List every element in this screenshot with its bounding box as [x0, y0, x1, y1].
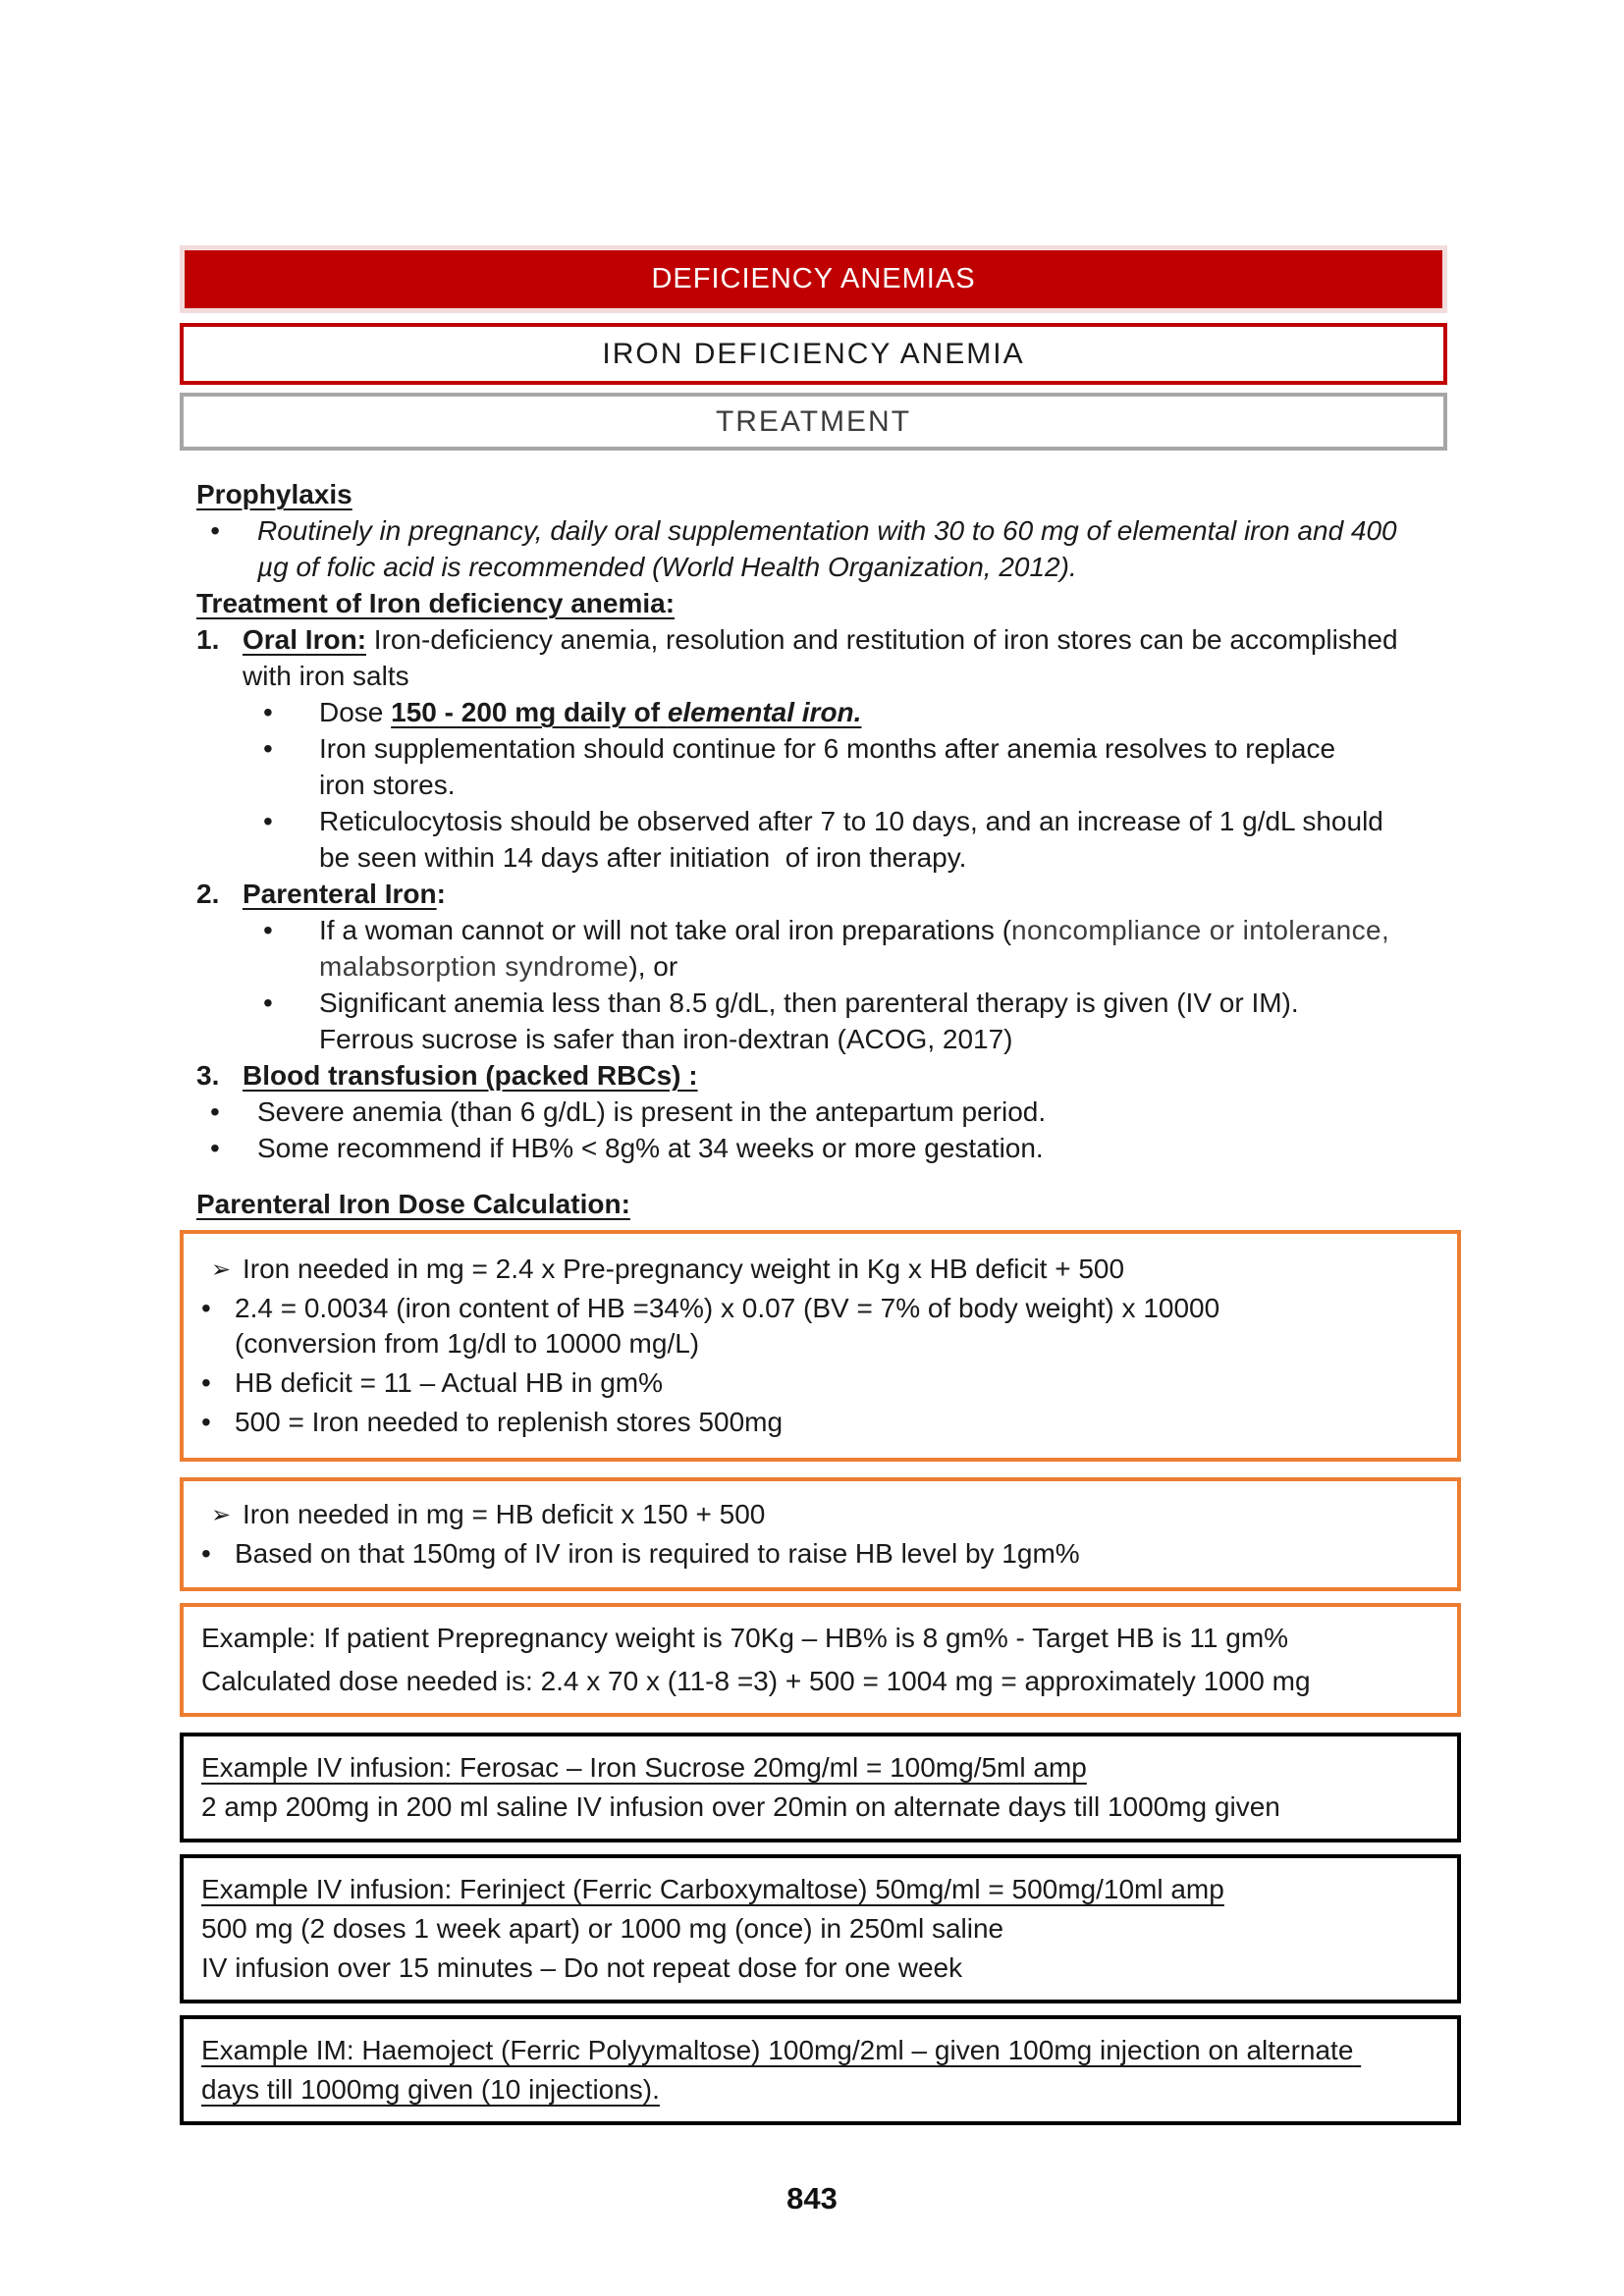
oral-iron-body: Iron-deficiency anemia, resolution and restitution of iron stores can be accomplished with iron salts: [243, 624, 1406, 691]
example-ferosac-title: Example IV infusion: Ferosac – Iron Sucrose 20mg/ml = 100mg/5ml amp: [201, 1752, 1087, 1783]
bullet-icon: •: [210, 1096, 220, 1127]
bullet-icon: •: [201, 1293, 211, 1323]
bullet-icon: •: [210, 1133, 220, 1163]
example-box-ferinject: [180, 1854, 1461, 2003]
numbered-item-text: [243, 876, 446, 912]
numbered-item-oral-iron: [196, 621, 1450, 694]
formula-bullet-text: 2.4 = 0.0034 (iron content of HB =34%) x 0.07 (BV = 7% of body weight) x 10000 (conversion from 1g/dl to 10000 mg/L): [235, 1293, 1227, 1359]
dose-example-line: Example: If patient Prepregnancy weight is 70Kg – HB% is 8 gm% - Target HB is 11 gm%: [201, 1623, 1289, 1653]
banner-deficiency-anemias-title: DEFICIENCY ANEMIAS: [651, 263, 976, 294]
dose-formula-box-2: [180, 1477, 1461, 1591]
formula-bullet-text: Based on that 150mg of IV iron is required to raise HB level by 1gm%: [235, 1538, 1080, 1569]
numbered-item-text: [243, 1057, 698, 1094]
example-ferinject-detail: 500 mg (2 doses 1 week apart) or 1000 mg (once) in 250ml saline: [201, 1913, 1004, 1944]
reticulocytosis-text: Reticulocytosis should be observed after 7 to 10 days, and an increase of 1 g/dL should be seen within 14 days after initiation of iron therapy.: [319, 806, 1391, 873]
sub-bullet-dose: [263, 694, 1450, 730]
dose-elemental-iron: elemental iron.: [667, 697, 862, 727]
formula-bullet-item: [201, 1405, 1439, 1440]
example-ferinject-detail: IV infusion over 15 minutes – Do not repeat dose for one week: [201, 1952, 963, 1983]
bullet-icon: •: [210, 515, 220, 546]
heading-prophylaxis: Prophylaxis: [196, 479, 352, 509]
noncompliance-alt: noncompliance or intolerance, malabsorption syndrome: [319, 915, 1398, 982]
formula-text: Iron needed in mg = HB deficit x 150 + 500: [243, 1499, 766, 1529]
example-box-haemoject: [180, 2015, 1461, 2125]
sub-bullet-significant-anemia: [263, 985, 1450, 1057]
blood-transfusion-label: Blood transfusion (packed RBCs) :: [243, 1060, 698, 1091]
heading-dose-calculation: Parenteral Iron Dose Calculation:: [196, 1189, 630, 1219]
arrow-bullet-icon: ➢: [211, 1501, 232, 1528]
page-content: [180, 245, 1450, 2125]
bullet-some-recommend: [210, 1130, 1450, 1166]
formula-bullet-item: [201, 1536, 1439, 1572]
item-number: 3.: [196, 1060, 220, 1091]
parenteral-iron-colon: :: [436, 879, 446, 909]
dose-pre: Dose: [319, 697, 392, 727]
numbered-item-text: [243, 621, 1450, 694]
body-text: [180, 476, 1450, 1222]
numbered-item-parenteral-iron: [196, 876, 1450, 912]
formula-arrow-item: [201, 1497, 1439, 1532]
banner-iron-deficiency-anemia-title: IRON DEFICIENCY ANEMIA: [602, 337, 1025, 370]
formula-bullet-text: HB deficit = 11 – Actual HB in gm%: [235, 1367, 664, 1398]
noncompliance-post: ), or: [628, 951, 678, 982]
formula-bullet-item: [201, 1365, 1439, 1401]
banner-deficiency-anemias: [180, 245, 1447, 313]
bullet-icon: •: [263, 915, 273, 945]
some-recommend-text: Some recommend if HB% < 8g% at 34 weeks or more gestation.: [257, 1133, 1044, 1163]
noncompliance-pre: If a woman cannot or will not take oral iron preparations (: [319, 915, 1012, 945]
banner-iron-deficiency-anemia: [180, 323, 1447, 385]
parenteral-iron-label: Parenteral Iron: [243, 879, 437, 909]
bullet-icon: •: [201, 1367, 211, 1398]
dose-example-line: Calculated dose needed is: 2.4 x 70 x (11-8 =3) + 500 = 1004 mg = approximately 1000 mg: [201, 1666, 1311, 1696]
bullet-icon: •: [263, 806, 273, 836]
sub-bullet-reticulocytosis: [263, 803, 1450, 876]
formula-bullet-text: 500 = Iron needed to replenish stores 500mg: [235, 1407, 784, 1437]
item-number: 2.: [196, 879, 220, 909]
banner-treatment: [180, 393, 1447, 451]
example-ferinject-title: Example IV infusion: Ferinject (Ferric Carboxymaltose) 50mg/ml = 500mg/10ml amp: [201, 1874, 1224, 1904]
example-ferosac-detail: 2 amp 200mg in 200 ml saline IV infusion over 20min on alternate days till 1000mg given: [201, 1791, 1280, 1822]
bullet-icon: •: [201, 1538, 211, 1569]
dose-text: [319, 694, 861, 730]
bullet-icon: •: [263, 697, 273, 727]
dose-amount: 150 - 200 mg daily of: [391, 697, 668, 727]
example-haemoject-title: Example IM: Haemoject (Ferric Polyymaltose) 100mg/2ml – given 100mg injection on alternate days till 1000mg given (10 injections).: [201, 2035, 1362, 2105]
dose-example-box: [180, 1603, 1461, 1717]
bullet-severe-anemia: [210, 1094, 1450, 1130]
supplementation-text: Iron supplementation should continue for 6 months after anemia resolves to replace iron stores.: [319, 733, 1343, 800]
formula-arrow-item: [201, 1252, 1439, 1287]
formula-bullet-item: [201, 1291, 1439, 1362]
numbered-item-blood-transfusion: [196, 1057, 1450, 1094]
bullet-icon: •: [201, 1407, 211, 1437]
heading-treatment: Treatment of Iron deficiency anemia:: [196, 588, 676, 618]
arrow-bullet-icon: ➢: [211, 1255, 232, 1283]
page-number: 843: [786, 2181, 838, 2216]
bullet-icon: •: [263, 988, 273, 1018]
banner-treatment-title: TREATMENT: [715, 404, 912, 438]
prophylaxis-bullet-text: Routinely in pregnancy, daily oral supplementation with 30 to 60 mg of elemental iron and 400 µg of folic acid is recommended (World Health Organization, 2012).: [257, 515, 1405, 582]
sub-bullet-supplementation: [263, 730, 1450, 803]
significant-anemia-text: Significant anemia less than 8.5 g/dL, then parenteral therapy is given (IV or IM). Ferrous sucrose is safer than iron-dextran (ACOG, 2017): [319, 988, 1307, 1054]
example-box-ferosac: [180, 1733, 1461, 1842]
sub-bullet-noncompliance: [263, 912, 1450, 985]
oral-iron-label: Oral Iron:: [243, 624, 367, 655]
severe-anemia-text: Severe anemia (than 6 g/dL) is present in the antepartum period.: [257, 1096, 1047, 1127]
formula-text: Iron needed in mg = 2.4 x Pre-pregnancy weight in Kg x HB deficit + 500: [243, 1254, 1125, 1284]
bullet-icon: •: [263, 733, 273, 764]
item-number: 1.: [196, 624, 220, 655]
dose-formula-box-1: [180, 1230, 1461, 1462]
noncompliance-text: [319, 912, 1450, 985]
prophylaxis-bullet-item: [210, 512, 1450, 585]
